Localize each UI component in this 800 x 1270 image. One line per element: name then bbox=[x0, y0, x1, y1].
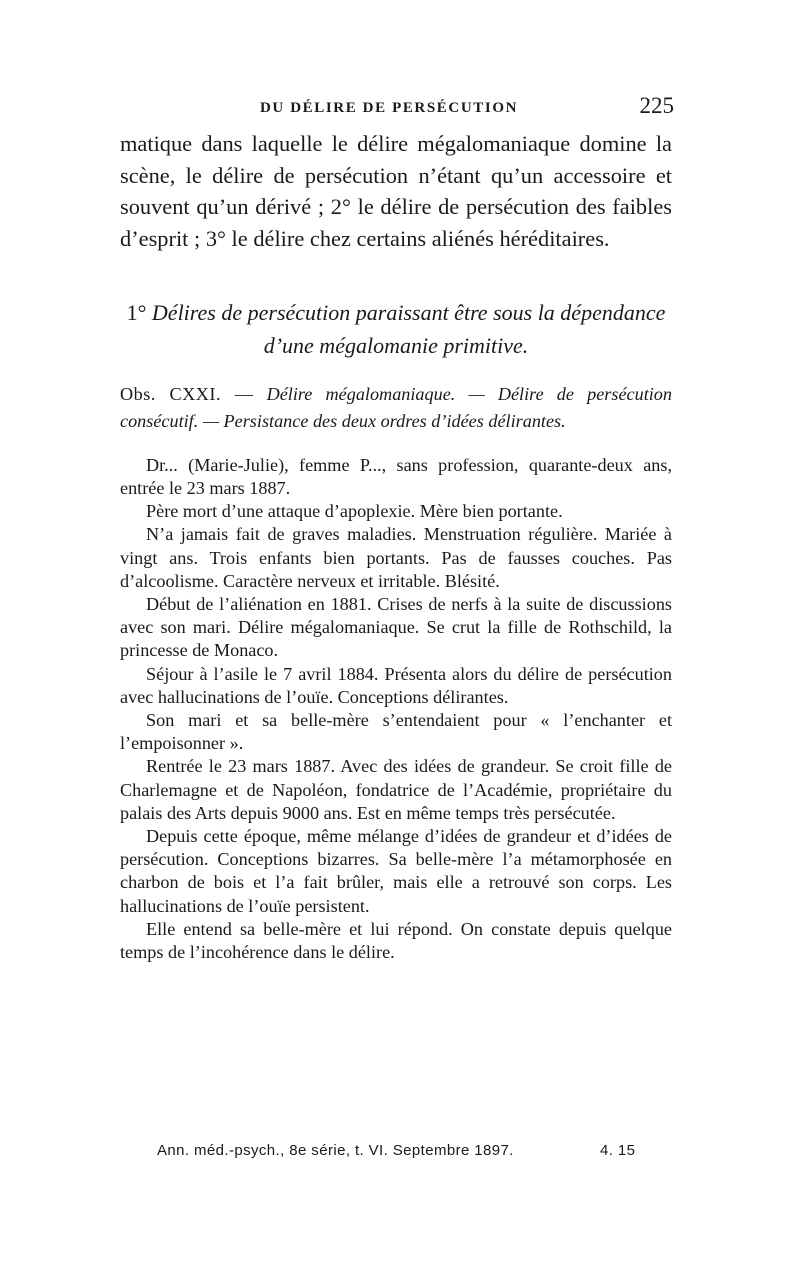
intro-paragraph: matique dans laquelle le délire mégalomaniaque domine la scène, le délire de persécution n’étant qu’un accessoire et souvent qu’un dérivé ; 2° le délire de persécution des faibles d’esprit ; 3° le délire chez certains aliénés héréditaires. bbox=[120, 131, 672, 252]
case-paragraph: Depuis cette époque, même mélange d’idées de grandeur et d’idées de persécution. Conceptions bizarres. Sa belle-mère l’a métamorphosée en charbon de bois et l’a fait brûler, mais elle a retrouvé son corps. Les hallucinations de l’ouïe persistent. bbox=[120, 826, 672, 916]
body-text bbox=[120, 128, 672, 964]
case-paragraph: Rentrée le 23 mars 1887. Avec des idées de grandeur. Se croit fille de Charlemagne et de Napoléon, fondatrice de l’Académie, propriétaire du palais des Arts depuis 9000 ans. Est en même temps très persécutée. bbox=[120, 756, 672, 823]
signature-mark: 4. 15 bbox=[600, 1142, 636, 1159]
case-paragraph: Début de l’aliénation en 1881. Crises de nerfs à la suite de discussions avec son mari. Délire mégalomaniaque. Se crut la fille de Rothschild, la princesse de Monaco. bbox=[120, 594, 672, 661]
case-paragraph: Son mari et sa belle-mère s’entendaient pour « l’enchanter et l’empoisonner ». bbox=[120, 710, 672, 754]
observation-label: Obs. CXXI. — bbox=[120, 383, 254, 404]
running-head bbox=[120, 93, 680, 123]
section-title: Délires de persécution paraissant être sous la dépendance d’une mégalomanie primitive. bbox=[151, 299, 666, 358]
observation-title: Délire mégalomaniaque. — Délire de persécution consécutif. — Persistance des deux ordres d’idées délirantes. bbox=[120, 383, 672, 431]
observation-heading bbox=[120, 381, 672, 435]
case-paragraph: Séjour à l’asile le 7 avril 1884. Présenta alors du délire de persécution avec hallucinations de l’ouïe. Conceptions délirantes. bbox=[120, 663, 672, 707]
case-paragraph: Père mort d’une attaque d’apoplexie. Mère bien portante. bbox=[146, 501, 563, 522]
running-title: DU DÉLIRE DE PERSÉCUTION bbox=[260, 100, 519, 116]
footer-citation: Ann. méd.-psych., 8e série, t. VI. Septembre 1897. bbox=[157, 1142, 514, 1159]
footer bbox=[157, 1142, 657, 1159]
page-number: 225 bbox=[639, 93, 674, 118]
section-heading bbox=[120, 296, 672, 362]
case-paragraph: Elle entend sa belle-mère et lui répond. On constate depuis quelque temps de l’incohérence dans le délire. bbox=[120, 918, 672, 963]
section-number: 1° bbox=[126, 299, 147, 325]
case-report bbox=[120, 454, 672, 964]
case-paragraph: N’a jamais fait de graves maladies. Menstruation régulière. Mariée à vingt ans. Trois enfants bien portants. Pas de fausses couches. Pas d’alcoolisme. Caractère nerveux et irritable. Blésité. bbox=[120, 524, 672, 591]
case-paragraph: Dr... (Marie-Julie), femme P..., sans profession, quarante-deux ans, entrée le 23 mars 1887. bbox=[120, 454, 672, 499]
